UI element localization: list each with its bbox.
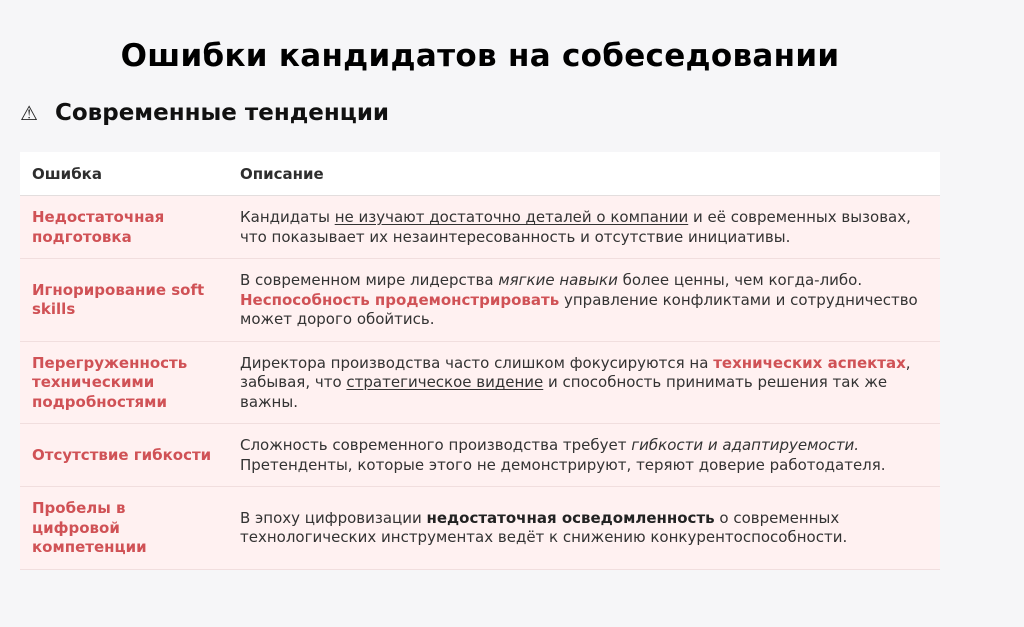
desc-text: Сложность современного производства требует <box>240 436 632 454</box>
desc-underlined: стратегическое видение <box>346 373 544 391</box>
table-row <box>20 196 940 259</box>
desc-text: Претенденты, которые этого не демонстрируют, теряют доверие работодателя. <box>240 455 886 474</box>
error-name: Перегруженность техническими подробностями <box>20 341 228 424</box>
desc-text: В эпоху цифровизации <box>240 508 427 527</box>
column-header-description: Описание <box>228 152 940 196</box>
desc-text: Кандидаты <box>240 208 335 226</box>
error-name: Отсутствие гибкости <box>20 424 228 487</box>
section-title: Современные тенденции <box>55 100 390 126</box>
error-name: Пробелы в цифровой компетенции <box>20 487 228 570</box>
desc-highlight: Неспособность продемонстрировать <box>240 290 560 309</box>
desc-text: Директора производства часто слишком фокусируются на <box>240 353 714 372</box>
desc-text: , забывая, что <box>240 353 911 391</box>
desc-italic: мягкие навыки <box>498 271 618 289</box>
desc-text: В современном мире лидерства <box>240 271 499 289</box>
desc-underlined: не изучают достаточно деталей о компании <box>334 208 689 226</box>
desc-text: и способность принимать решения так же важны. <box>240 373 888 411</box>
error-description <box>228 196 940 259</box>
error-name: Игнорирование soft skills <box>20 259 228 342</box>
warning-icon: ⚠ <box>20 101 38 125</box>
desc-bold: недостаточная осведомленность <box>426 508 715 527</box>
error-name: Недостаточная подготовка <box>20 196 228 259</box>
desc-italic: гибкости и адаптируемости. <box>631 436 860 454</box>
section-heading <box>20 100 389 126</box>
table-row <box>20 259 940 342</box>
desc-text: и её современных вызовах, что показывает их незаинтересованность и отсутствие инициативы. <box>240 208 911 246</box>
error-description <box>228 341 940 424</box>
desc-text: о современных технологических инструментах ведёт к снижению конкурентоспособности. <box>240 508 848 547</box>
error-description <box>228 424 940 487</box>
table-row <box>20 341 940 424</box>
desc-text: более ценны, чем когда-либо. <box>617 271 863 289</box>
errors-table <box>20 152 940 570</box>
error-description <box>228 259 940 342</box>
table-header-row <box>20 152 940 196</box>
column-header-error: Ошибка <box>20 152 228 196</box>
desc-highlight: технических аспектах <box>713 353 906 372</box>
table-row <box>20 487 940 570</box>
error-description <box>228 487 940 570</box>
errors-table-container <box>20 152 940 570</box>
table-row <box>20 424 940 487</box>
page-title: Ошибки кандидатов на собеседовании <box>120 38 840 74</box>
desc-text: управление конфликтами и сотрудничество может дорого обойтись. <box>240 290 918 328</box>
